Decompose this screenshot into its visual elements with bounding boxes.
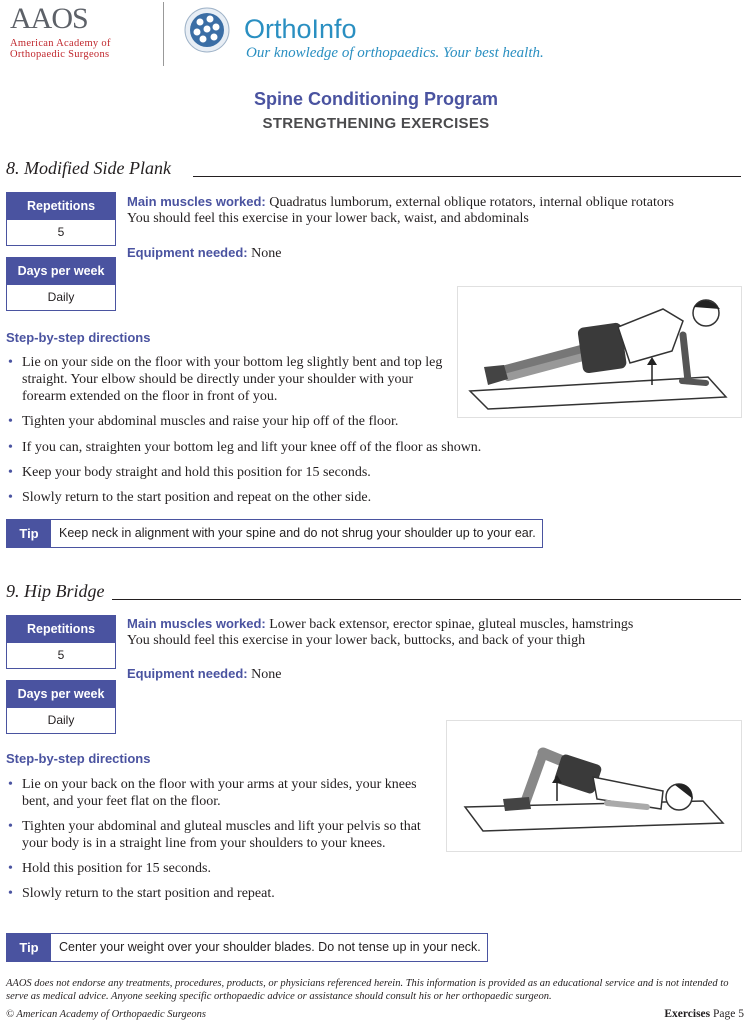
- bullet-icon: •: [8, 886, 13, 901]
- exercise-heading: 9. Hip Bridge: [6, 581, 105, 601]
- page-title: Spine Conditioning Program: [254, 89, 498, 109]
- list-item: • Slowly return to the start position and repeat.: [8, 886, 275, 901]
- aaos-logo-line1: American Academy of: [10, 38, 111, 49]
- equipment-label: Equipment needed:: [127, 245, 248, 260]
- steps-heading: Step-by-step directions: [6, 751, 151, 766]
- main-muscles: [127, 193, 747, 211]
- aaos-logo-line2: Orthopaedic Surgeons: [10, 49, 110, 60]
- steps-list: [6, 776, 436, 910]
- main-muscles-label: Main muscles worked:: [127, 194, 266, 209]
- list-item: • Tighten your abdominal muscles and raise your hip off of the floor.: [8, 414, 399, 429]
- tip-text: Center your weight over your shoulder blades. Do not tense up in your neck.: [59, 940, 481, 954]
- list-item: • Tighten your abdominal and gluteal muscles and lift your pelvis so that your body is in a straight line from your shoulders to your knees.: [8, 819, 421, 851]
- orthoinfo-name: OrthoInfo: [244, 14, 357, 44]
- repetitions-box: [6, 192, 116, 246]
- aaos-logo: [10, 4, 160, 66]
- repetitions-value: 5: [7, 643, 115, 668]
- list-item: • If you can, straighten your bottom leg and lift your knee off of the floor as shown.: [8, 440, 482, 455]
- header-divider: [163, 2, 164, 66]
- bullet-icon: •: [8, 465, 13, 480]
- feel-text: You should feel this exercise in your lower back, buttocks, and back of your thigh: [127, 633, 586, 648]
- main-muscles-label: Main muscles worked:: [127, 616, 266, 631]
- bullet-icon: •: [8, 440, 13, 455]
- list-item: • Keep your body straight and hold this position for 15 seconds.: [8, 465, 371, 480]
- days-per-week-value: Daily: [7, 285, 115, 310]
- days-per-week-label: Days per week: [7, 681, 115, 708]
- tip-label: Tip: [7, 520, 51, 547]
- side-plank-illustration: [457, 286, 742, 418]
- repetitions-label: Repetitions: [7, 616, 115, 643]
- bullet-icon: •: [8, 355, 13, 370]
- repetitions-value: 5: [7, 220, 115, 245]
- main-muscles-value: Quadratus lumborum, external oblique rotators, internal oblique rotators: [269, 195, 674, 210]
- steps-list-continued: [6, 439, 746, 514]
- tip-box: [6, 519, 543, 548]
- steps-list: [6, 354, 446, 438]
- aaos-logo-abbr: AAOS: [10, 2, 88, 35]
- heading-rule: [193, 176, 741, 177]
- disclaimer: AAOS does not endorse any treatments, procedures, products, or physicians referenced herein. This information is provided as an educational service and is not intended to serve as medical advice. Anyone seeking specific orthopaedic advice or assistance should consult his or her orthopaedic surgeon.: [6, 978, 729, 1002]
- equipment: [127, 665, 527, 683]
- bullet-icon: •: [8, 490, 13, 505]
- days-per-week-label: Days per week: [7, 258, 115, 285]
- bullet-icon: •: [8, 861, 13, 876]
- page-number: [664, 1008, 744, 1020]
- equipment-label: Equipment needed:: [127, 666, 248, 681]
- heading-rule: [112, 599, 741, 600]
- main-muscles-value: Lower back extensor, erector spinae, gluteal muscles, hamstrings: [269, 617, 634, 632]
- tip-label: Tip: [7, 934, 51, 961]
- equipment-value: None: [251, 246, 282, 261]
- tip-text: Keep neck in alignment with your spine and do not shrug your shoulder up to your ear.: [59, 526, 536, 540]
- orthoinfo-globe-icon: [183, 6, 231, 54]
- equipment: [127, 244, 527, 262]
- list-item: • Slowly return to the start position and repeat on the other side.: [8, 490, 372, 505]
- days-per-week-box: [6, 257, 116, 311]
- bullet-icon: •: [8, 414, 13, 429]
- orthoinfo-tagline: Our knowledge of orthopaedics. Your best health.: [246, 45, 544, 61]
- page-subtitle: STRENGTHENING EXERCISES: [262, 115, 490, 132]
- main-muscles: [127, 615, 747, 633]
- exercise-heading: 8. Modified Side Plank: [6, 158, 171, 178]
- days-per-week-box: [6, 680, 116, 734]
- list-item: • Lie on your side on the floor with your bottom leg slightly bent and top leg straight. Your elbow should be directly under your shoulder with your forearm extended on the floor in front of you.: [8, 355, 443, 404]
- page-label: Exercises: [664, 1008, 711, 1020]
- steps-heading: Step-by-step directions: [6, 330, 151, 345]
- tip-box: [6, 933, 488, 962]
- list-item: • Lie on your back on the floor with your arms at your sides, your knees bent, and your feet flat on the floor.: [8, 777, 417, 809]
- list-item: • Hold this position for 15 seconds.: [8, 861, 211, 876]
- bullet-icon: •: [8, 777, 13, 792]
- page-number-value: Page 5: [713, 1008, 744, 1020]
- copyright: © American Academy of Orthopaedic Surgeons: [6, 1009, 206, 1020]
- hip-bridge-illustration: [446, 720, 742, 852]
- repetitions-label: Repetitions: [7, 193, 115, 220]
- feel-text: You should feel this exercise in your lower back, waist, and abdominals: [127, 211, 529, 226]
- bullet-icon: •: [8, 819, 13, 834]
- repetitions-box: [6, 615, 116, 669]
- equipment-value: None: [251, 667, 282, 682]
- days-per-week-value: Daily: [7, 708, 115, 733]
